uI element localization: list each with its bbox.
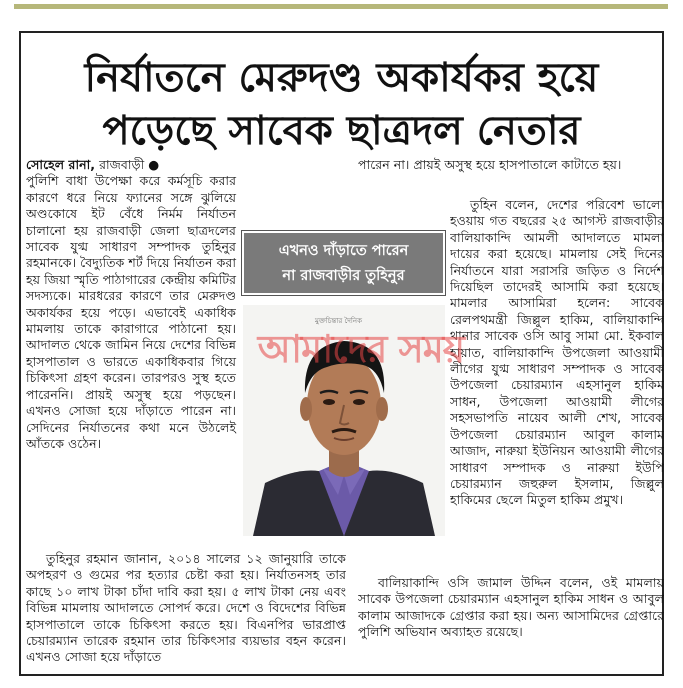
byline-paragraph xyxy=(26,157,346,173)
left-column-lower xyxy=(26,551,346,673)
byline-location: রাজবাড়ী xyxy=(99,157,145,172)
left-paragraph-1: পুলিশি বাধা উপেক্ষা করে কর্মসূচি করার কারণে ধরে নিয়ে ফ্যানের সঙ্গে ঝুলিয়ে অণ্ডকোষে ইট বেঁধে নির্মম নির্যাতন চালানো হয় রাজবাড়ী জেলা ছাত্রদলের সাবেক যুগ্ম সাধারণ সম্পাদক তুহিনুর রহমানকে। বৈদ্যুতিক শর্ট দিয়ে নির্যাতন করা হয় জিয়া স্মৃতি পাঠাগারের কেন্দ্রীয় কমিটির সদস্যকে। মারধরের কারণে তার মেরুদণ্ড অকার্যকর হয়ে পড়ে। এভাবেই একাধিক মামলায় তাকে কারাগারে পাঠানো হয়। আদালত থেকে জামিন নিয়ে দেশের বিভিন্ন হাসপাতাল ও ভারতে একাধিকবার গিয়ে চিকিৎসা গ্রহণ করেন। তারপরও সুস্থ হতে পারেননি। প্রায়ই অসুস্থ হয়ে পড়ছেন। এখনও সোজা হয়ে দাঁড়াতে পারেন না। সেদিনের নির্যাতনের কথা মনে উঠলেই আঁতকে ওঠেন। xyxy=(26,173,236,451)
top-rule xyxy=(14,4,668,9)
headline-line-2: পড়েছে সাবেক ছাত্রদল নেতার xyxy=(102,108,581,154)
pull-quote xyxy=(242,231,445,295)
article-headline xyxy=(24,52,659,158)
pull-quote-line-2: না রাজবাড়ীর তুহিনুর xyxy=(282,268,405,284)
headline-line-1: নির্যাতনে মেরুদণ্ড অকার্যকর হয়ে xyxy=(84,55,599,101)
left-paragraph-2: তুহিনুর রহমান জানান, ২০১৪ সালের ১২ জানুয়ারি তাকে অপহরণ ও গুমের পর হত্যার চেষ্টা করা হয়। নির্যাতনসহ তার কাছে ১০ লাখ টাকা চাঁদা দাবি করা হয়। ৫ লাখ টাকা নেয় এবং বিভিন্ন মামলায় আদালতে সোপর্দ করে। দেশে ও বিদেশের বিভিন্ন হাসপাতালে তাকে চিকিৎসা করতে হয়। বিএনপির ভারপ্রাপ্ত চেয়ারম্যান তারেক রহমান তার চিকিৎসার ব্যয়ভার বহন করেন। এখনও সোজা হয়ে দাঁড়াতে xyxy=(26,551,346,665)
byline-author: সোহেল রানা, xyxy=(26,157,96,172)
right-paragraph-2: তুহিন বলেন, দেশের পরিবেশ ভালো হওয়ায় গত বছরের ২৫ আগস্ট রাজবাড়ীর বালিয়াকান্দি আমলী আদালতে মামলা দায়ের করা হয়েছে। মামলায় সেই দিনের নির্যাতনে যারা সরাসরি জড়িত ও নির্দেশ দিয়েছিল তাদেরই আসামি করা হয়েছে। মামলার আসামিরা হলেন: সাবেক রেলপথমন্ত্রী জিল্লুল হাকিম, বালিয়াকান্দি থানার সাবেক ওসি আবু সামা মো. ইকবাল হায়াত, বালিয়াকান্দি উপজেলা আওয়ামী লীগের যুগ্ম সাধারণ সম্পাদক ও সাবেক উপজেলা চেয়ারম্যান এহসানুল হাকিম সাধন, উপজেলা আওয়ামী লীগের সহসভাপতি নায়েব আলী শেখ, সাবেক উপজেলা চেয়ারম্যান আবুল কালাম আজাদ, নারুয়া ইউনিয়ন আওয়ামী লীগের সাধারণ সম্পাদক ও নারুয়া ইউপি চেয়ারম্যান জহুরুল ইসলাম, জিল্লুল হাকিমের ছেলে মিতুল হাকিম প্রমুখ। xyxy=(450,197,664,508)
pull-quote-line-1: এখনও দাঁড়াতে পারেন xyxy=(278,243,409,259)
right-column-lower xyxy=(358,575,664,675)
watermark-logo: আমাদের সময় xyxy=(257,327,465,371)
right-paragraph-3: বালিয়াকান্দি ওসি জামাল উদ্দিন বলেন, ওই মামলায় সাবেক উপজেলা চেয়ারম্যান এহসানুল হাকিম সাধন ও আবুল কালাম আজাদকে গ্রেপ্তার করা হয়। অন্য আসামিদের গ্রেপ্তারে পুলিশি অভিযান অব্যাহত রয়েছে। xyxy=(358,575,664,640)
watermark-tagline: মুক্তচিন্তার দৈনিক xyxy=(315,317,362,325)
right-paragraph-1: পারেন না। প্রায়ই অসুস্থ হয়ে হাসপাতালে কাটাতে হয়। xyxy=(358,157,622,172)
bullet-icon: ● xyxy=(148,157,160,172)
